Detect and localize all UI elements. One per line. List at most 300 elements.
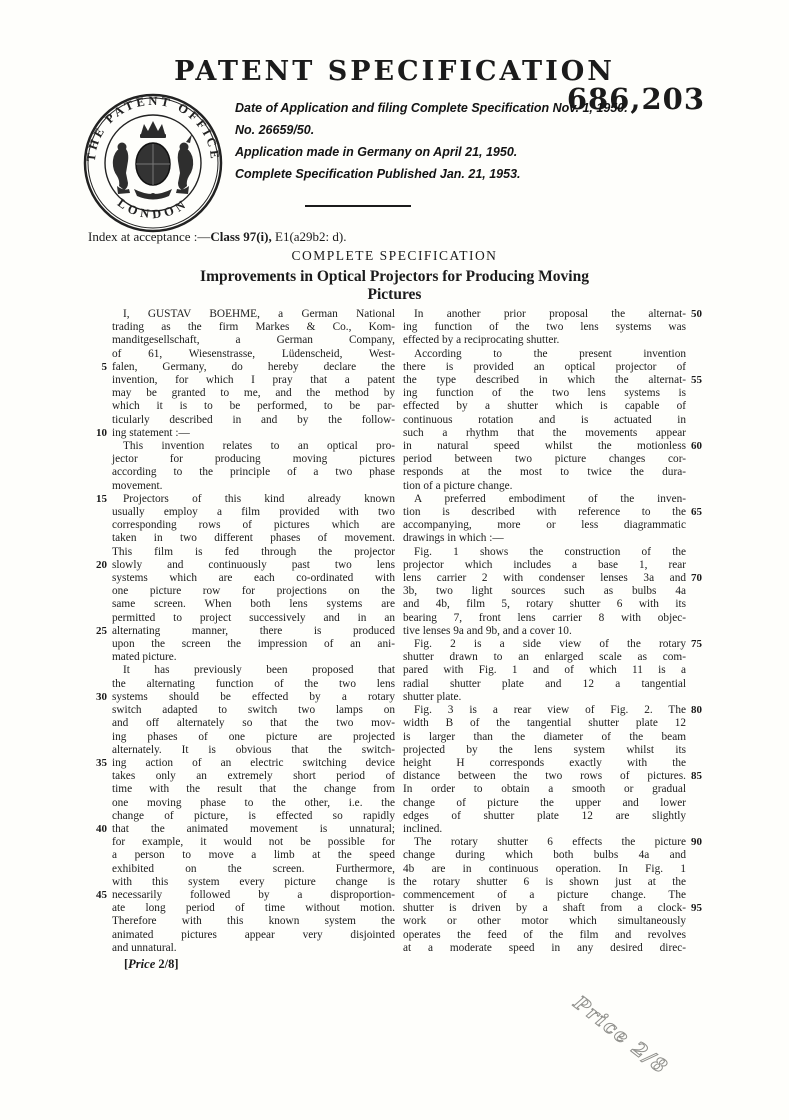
text-line: [403, 598, 710, 611]
line-number: [88, 453, 112, 466]
line-number: [88, 744, 112, 757]
text-line: [403, 466, 710, 479]
text-line: [88, 849, 395, 862]
line-number: [88, 638, 112, 651]
line-number: [686, 797, 710, 810]
line-text: ate long period of time without motion.: [112, 902, 395, 915]
text-line: [88, 651, 395, 664]
seal-unicorn: [176, 134, 193, 194]
text-line: [403, 585, 710, 598]
line-text: there is provided an optical projector of: [403, 360, 686, 373]
line-number: [88, 321, 112, 334]
text-line: [403, 929, 710, 942]
text-line: [403, 493, 710, 506]
line-text: ing action of an electric switching device: [112, 756, 395, 769]
line-text: ing statement :—: [112, 426, 190, 439]
line-number: [686, 559, 710, 572]
line-number: [686, 585, 710, 598]
text-line: [88, 414, 395, 427]
line-text: the alternating function of the two lens: [112, 677, 395, 690]
line-number: 70: [691, 572, 702, 585]
line-number: [686, 757, 710, 770]
line-text: switch adapted to switch two lamps on: [112, 704, 395, 717]
line-number: [686, 387, 710, 400]
line-number: [686, 678, 710, 691]
text-line: [88, 889, 395, 902]
line-text: according to the principle of a two phase: [112, 466, 395, 479]
text-line: [88, 466, 395, 479]
text-line: [88, 519, 395, 532]
line-number: [88, 374, 112, 387]
line-number: 55: [691, 374, 702, 387]
text-line: [403, 836, 710, 849]
line-number: [686, 321, 710, 334]
line-text: In another prior proposal the alternat-: [414, 308, 686, 320]
document-type-heading: PATENT SPECIFICATION: [174, 56, 615, 87]
text-line: [403, 308, 710, 321]
text-line: [403, 704, 710, 717]
line-number: [686, 532, 710, 545]
text-line: [88, 704, 395, 717]
text-line: [88, 480, 395, 493]
line-number: 15: [96, 492, 107, 505]
line-number: [88, 400, 112, 413]
line-text: systems which are each co-ordinated with: [112, 572, 395, 585]
line-number: [686, 361, 710, 374]
section-heading: COMPLETE SPECIFICATION: [291, 248, 498, 263]
line-number: [88, 863, 112, 876]
line-text: A preferred embodiment of the inven-: [414, 492, 686, 505]
text-line: [403, 876, 710, 889]
foreign-application-line: Application made in Germany on April 21, 1950.: [235, 145, 518, 159]
text-line: [88, 664, 395, 677]
line-number: [686, 400, 710, 413]
line-number: [88, 797, 112, 810]
line-number: [686, 519, 710, 532]
line-text: alternately. It is obvious that the switch-: [112, 743, 395, 756]
line-text: tion is described with reference to the: [403, 506, 686, 519]
line-text: Fig. 3 is a rear view of Fig. 2. The: [414, 704, 686, 717]
text-line: [88, 863, 395, 876]
text-line: [403, 664, 710, 677]
text-line: [88, 400, 395, 413]
line-number: [686, 929, 710, 942]
line-text: radial shutter plate and 12 a tangential: [403, 677, 686, 690]
line-text: Therefore with this known system the: [112, 915, 395, 928]
line-text: the type described in which the alternat-: [403, 374, 686, 387]
text-line: [403, 797, 710, 810]
text-line: [88, 374, 395, 387]
invention-title: [0, 268, 789, 304]
text-line: [88, 783, 395, 796]
line-number: 90: [691, 836, 702, 849]
line-text: corresponding rows of pictures which are: [112, 519, 395, 532]
line-number: [88, 810, 112, 823]
text-line: [403, 849, 710, 862]
line-number: [686, 810, 710, 823]
text-line: [88, 929, 395, 942]
index-class: Class 97(i),: [210, 229, 272, 244]
line-number: [88, 717, 112, 730]
text-line: [88, 823, 395, 836]
text-line: [88, 691, 395, 704]
price-word: Price: [128, 957, 156, 971]
line-text: one picture row for projections on the: [112, 585, 395, 598]
line-text: shutter drawn to an enlarged scale as com-: [403, 651, 686, 664]
price-stamp: Price 2/8: [569, 992, 673, 1080]
line-text: period between two picture changes cor-: [403, 453, 686, 466]
text-line: [88, 493, 395, 506]
line-text: takes only an extremely short period of: [112, 770, 395, 783]
text-line: [403, 717, 710, 730]
line-text: time with the result that the change from: [112, 783, 395, 796]
specification-body: [88, 308, 710, 955]
text-line: [403, 691, 710, 704]
line-text: work or other motor which simultaneously: [403, 915, 686, 928]
line-number: [88, 783, 112, 796]
line-text: trading as the firm Markes & Co., Kom-: [112, 321, 395, 334]
index-at-acceptance-line: [88, 229, 708, 245]
text-line: [88, 308, 395, 321]
line-number: 10: [96, 426, 107, 439]
price-bracket-open: [: [124, 957, 129, 971]
filing-details: [235, 102, 655, 190]
line-text: such a rhythm that the movements appear: [403, 426, 686, 439]
line-text: change of picture, is effected so rapidly: [112, 809, 395, 822]
text-line: [403, 453, 710, 466]
line-number: 5: [101, 360, 107, 373]
line-number: [686, 651, 710, 664]
line-number: [686, 348, 710, 361]
line-number: [686, 453, 710, 466]
text-line: [403, 334, 710, 347]
line-number: [686, 717, 710, 730]
line-number: [686, 731, 710, 744]
line-number: [88, 664, 112, 677]
line-text: edges of shutter plate 12 are slightly: [403, 809, 686, 822]
line-text: in natural speed whilst the motionless: [403, 440, 686, 453]
application-number-line: No. 26659/50.: [235, 123, 315, 137]
line-text: I, GUSTAV BOEHME, a German National: [123, 308, 395, 320]
patent-office-seal: [82, 92, 224, 234]
line-number: [88, 598, 112, 611]
line-number: 85: [691, 770, 702, 783]
line-text: taken in two different phases of movement.: [112, 532, 395, 545]
line-number: [88, 308, 112, 321]
line-number: [88, 612, 112, 625]
text-line: [88, 321, 395, 334]
line-text: and 4b, film 5, rotary shutter 6 with its: [403, 598, 686, 611]
text-line: [403, 572, 710, 585]
line-text: tion of a picture change.: [403, 479, 513, 492]
line-text: drawings in which :—: [403, 532, 504, 545]
line-number: 45: [96, 888, 107, 901]
text-line: [403, 863, 710, 876]
line-text: upon the screen the impression of an ani-: [112, 638, 395, 651]
text-line: [88, 440, 395, 453]
line-text: with this system every picture change is: [112, 875, 395, 888]
line-number: [686, 942, 710, 955]
line-number: [686, 612, 710, 625]
line-text: and off alternately so that the two mov-: [112, 717, 395, 730]
line-number: [88, 546, 112, 559]
seal-lion: [113, 143, 130, 195]
index-prefix: Index at acceptance :—: [88, 229, 211, 244]
line-number: [88, 849, 112, 862]
line-text: effected by a shutter which is capable of: [403, 400, 686, 413]
line-text: Fig. 1 shows the construction of the: [414, 545, 686, 558]
text-line: [403, 902, 710, 915]
line-number: [686, 466, 710, 479]
text-line: [88, 532, 395, 545]
text-line: [403, 638, 710, 651]
line-text: The rotary shutter 6 effects the picture: [414, 836, 686, 849]
text-line: [88, 915, 395, 928]
line-text: continuous rotation and is actuated in: [403, 413, 686, 426]
line-number: [686, 783, 710, 796]
text-line: [403, 348, 710, 361]
invention-title-line1: Improvements in Optical Projectors for Producing Moving: [200, 268, 589, 285]
line-number: [686, 493, 710, 506]
line-number: [686, 915, 710, 928]
line-text: usually employ a film provided with two: [112, 506, 395, 519]
line-text: width B of the tangential shutter plate 12: [403, 717, 686, 730]
line-number: [686, 889, 710, 902]
line-text: of 61, Wiesenstrasse, Lüdenscheid, West-: [112, 347, 395, 360]
line-number: [88, 532, 112, 545]
price-value: 2/8]: [155, 957, 179, 971]
line-number: [88, 466, 112, 479]
line-number: [686, 664, 710, 677]
line-text: may be granted to me, and the method by: [112, 387, 395, 400]
line-text: accompanying, more or less diagrammatic: [403, 519, 686, 532]
line-text: shutter is driven by a shaft from a clock-: [403, 902, 686, 915]
line-number: [686, 427, 710, 440]
text-line: [88, 348, 395, 361]
line-number: [88, 387, 112, 400]
line-text: is larger than the diameter of the beam: [403, 730, 686, 743]
line-text: falen, Germany, do hereby declare the: [112, 360, 395, 373]
line-number: [686, 744, 710, 757]
line-text: shutter plate.: [403, 690, 462, 703]
line-text: 4b are in continuous operation. In Fig. 1: [403, 862, 686, 875]
line-number: [686, 863, 710, 876]
line-text: ing function of the two lens systems is: [403, 387, 686, 400]
line-number: [88, 506, 112, 519]
text-line: [88, 731, 395, 744]
line-text: commencement of a picture change. The: [403, 888, 686, 901]
line-text: a person to move a limb at the speed: [112, 849, 395, 862]
line-number: [686, 691, 710, 704]
price-note: [124, 957, 179, 972]
line-text: bearing 7, front lens carrier 8 with objec-: [403, 611, 686, 624]
line-number: [88, 480, 112, 493]
line-text: systems should be effected by a rotary: [112, 690, 395, 703]
text-line: [88, 559, 395, 572]
line-number: [88, 440, 112, 453]
text-line: [88, 598, 395, 611]
line-text: manditgesellschaft, a German Company,: [112, 334, 395, 347]
line-text: permitted to project successively and in an: [112, 611, 395, 624]
text-line: [88, 717, 395, 730]
text-line: [403, 612, 710, 625]
line-text: for example, it would not be possible for: [112, 836, 395, 849]
text-line: [88, 387, 395, 400]
seal-top-text: THE PATENT OFFICE: [83, 93, 223, 163]
line-number: 95: [691, 902, 702, 915]
header-divider-rule: [305, 205, 411, 207]
line-text: pared with Fig. 1 and of which 11 is a: [403, 664, 686, 677]
line-text: operates the feed of the film and revolves: [403, 928, 686, 941]
line-text: tive lenses 9a and 9b, and a cover 10.: [403, 624, 572, 637]
text-line: [88, 638, 395, 651]
line-text: movement.: [112, 479, 163, 492]
line-number: 80: [691, 704, 702, 717]
text-line: [403, 374, 710, 387]
text-line: [88, 744, 395, 757]
line-text: exhibited on the screen. Furthermore,: [112, 862, 395, 875]
line-text: change during which both bulbs 4a and: [403, 849, 686, 862]
line-number: [88, 585, 112, 598]
text-line: [403, 731, 710, 744]
line-number: [686, 876, 710, 889]
text-line: [88, 572, 395, 585]
seal-bottom-text: LONDON: [114, 195, 192, 222]
line-text: ticularly described in and by the follow-: [112, 413, 395, 426]
line-text: According to the present invention: [414, 347, 686, 360]
line-number: [686, 414, 710, 427]
line-number: [686, 823, 710, 836]
line-text: In order to obtain a smooth or gradual: [403, 783, 686, 796]
text-line: [403, 651, 710, 664]
line-number: [88, 770, 112, 783]
line-text: invention, for which I pray that a patent: [112, 374, 395, 387]
line-text: distance between the two rows of pictures.: [403, 770, 686, 783]
line-text: at a moderate speed in any desired direc-: [403, 941, 686, 954]
text-line: [88, 797, 395, 810]
line-text: effected by a reciprocating shutter.: [403, 334, 560, 347]
filing-date-line: Date of Application and filing Complete Specification Nov. 1, 1950.: [235, 101, 628, 115]
text-line: [403, 915, 710, 928]
line-number: 20: [96, 558, 107, 571]
text-line: [403, 506, 710, 519]
text-line: [403, 519, 710, 532]
line-number: [88, 942, 112, 955]
line-text: jector for producing moving pictures: [112, 453, 395, 466]
text-line: [88, 453, 395, 466]
text-line: [403, 546, 710, 559]
line-text: inclined.: [403, 822, 443, 835]
line-text: alternating manner, there is produced: [112, 624, 395, 637]
seal-shield: [136, 143, 170, 185]
seal-graphic: [82, 92, 224, 234]
line-number: [88, 731, 112, 744]
text-line: [88, 506, 395, 519]
line-number: 65: [691, 506, 702, 519]
line-number: [686, 546, 710, 559]
line-text: projected by the lens system whilst its: [403, 743, 686, 756]
text-line: [88, 902, 395, 915]
line-number: 30: [96, 690, 107, 703]
text-line: [88, 612, 395, 625]
text-line: [88, 625, 395, 638]
line-number: [686, 334, 710, 347]
line-text: the rotary shutter 6 is shown just at the: [403, 875, 686, 888]
line-text: height H corresponds exactly with the: [403, 756, 686, 769]
line-text: and unnatural.: [112, 941, 177, 954]
text-line: [403, 427, 710, 440]
text-line: [403, 414, 710, 427]
line-text: This film is fed through the projector: [112, 545, 395, 558]
line-text: 3b, two light sources such as bulbs 4a: [403, 585, 686, 598]
line-number: 75: [691, 638, 702, 651]
line-text: Projectors of this kind already known: [123, 492, 395, 505]
published-date-line: Complete Specification Published Jan. 21, 1953.: [235, 167, 521, 181]
text-line: [403, 321, 710, 334]
line-number: [88, 929, 112, 942]
line-text: change of picture the upper and lower: [403, 796, 686, 809]
line-text: one moving phase to the other, i.e. the: [112, 796, 395, 809]
line-text: lens carrier 2 with condenser lenses 3a and: [403, 572, 686, 585]
patent-number: 686,203: [566, 82, 705, 116]
text-line: [403, 361, 710, 374]
line-number: [88, 902, 112, 915]
text-line: [403, 810, 710, 823]
text-line: [403, 678, 710, 691]
line-number: [88, 876, 112, 889]
text-line: [403, 559, 710, 572]
line-number: [88, 836, 112, 849]
line-text: It has previously been proposed that: [123, 664, 395, 677]
text-line: [88, 876, 395, 889]
line-number: 40: [96, 822, 107, 835]
line-number: [88, 334, 112, 347]
text-line: [403, 783, 710, 796]
line-number: [88, 414, 112, 427]
line-text: same screen. When both lens systems are: [112, 598, 395, 611]
text-line: [88, 678, 395, 691]
text-line: [403, 757, 710, 770]
text-line: [88, 546, 395, 559]
line-number: [686, 849, 710, 862]
line-text: responds at the most to twice the dura-: [403, 466, 686, 479]
text-line: [88, 770, 395, 783]
text-line: [403, 823, 710, 836]
line-text: projector which includes a base 1, rear: [403, 558, 686, 571]
line-text: This invention relates to an optical pro-: [123, 440, 395, 453]
line-number: [88, 572, 112, 585]
text-line: [403, 889, 710, 902]
line-number: 35: [96, 756, 107, 769]
text-line: [403, 480, 710, 493]
text-line: [403, 387, 710, 400]
line-text: that the animated movement is unnatural;: [112, 822, 395, 835]
text-line: [88, 585, 395, 598]
text-line: [88, 334, 395, 347]
text-line: [403, 440, 710, 453]
seal-base-scroll: [134, 189, 172, 200]
text-line: [403, 770, 710, 783]
line-number: [88, 678, 112, 691]
text-line: [403, 744, 710, 757]
line-number: [88, 348, 112, 361]
line-text: slowly and continuously past two lens: [112, 558, 395, 571]
text-line: [403, 625, 710, 638]
line-text: which it is to be performed, to be par-: [112, 400, 395, 413]
line-number: [686, 625, 710, 638]
line-number: [88, 519, 112, 532]
seal-crown: [140, 121, 166, 138]
